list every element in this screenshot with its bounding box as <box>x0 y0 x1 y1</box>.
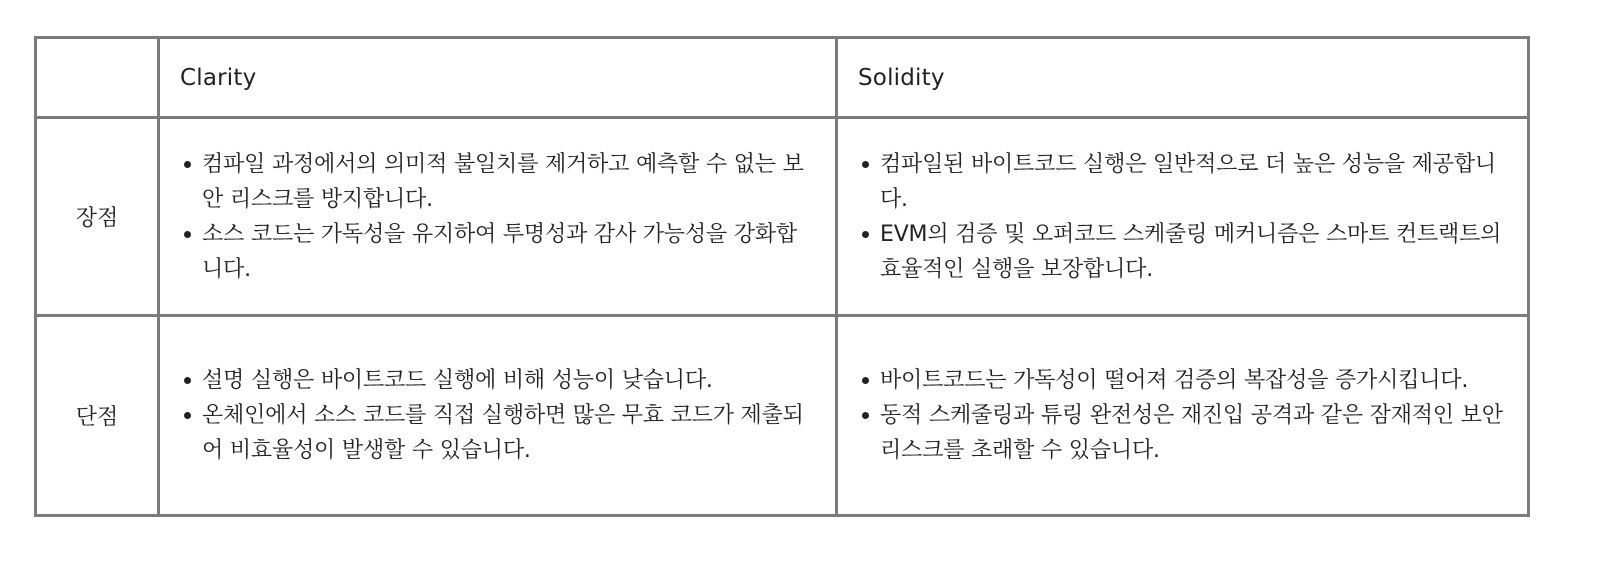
list-item: EVM의 검증 및 오퍼코드 스케줄링 메커니즘은 스마트 컨트랙트의 효율적인 실행을 보장합니다. <box>880 217 1509 287</box>
solidity-advantages-cell <box>837 118 1529 316</box>
clarity-disadvantages-cell <box>159 316 837 516</box>
corner-cell <box>36 38 159 118</box>
list-item: 동적 스케줄링과 튜링 완전성은 재진입 공격과 같은 잠재적인 보안 리스크를 초래할 수 있습니다. <box>880 398 1509 468</box>
list-item: 소스 코드는 가독성을 유지하여 투명성과 감사 가능성을 강화합니다. <box>202 217 817 287</box>
solidity-advantages-list <box>838 147 1527 287</box>
list-item: 온체인에서 소스 코드를 직접 실행하면 많은 무효 코드가 제출되어 비효율성이 발생할 수 있습니다. <box>202 398 817 468</box>
comparison-table <box>34 36 1530 517</box>
disadvantages-row <box>36 316 1529 516</box>
advantages-label: 장점 <box>36 118 159 316</box>
advantages-row <box>36 118 1529 316</box>
list-item: 설명 실행은 바이트코드 실행에 비해 성능이 낮습니다. <box>202 363 817 398</box>
solidity-disadvantages-cell <box>837 316 1529 516</box>
clarity-advantages-cell <box>159 118 837 316</box>
list-item: 컴파일된 바이트코드 실행은 일반적으로 더 높은 성능을 제공합니다. <box>880 147 1509 217</box>
solidity-column-header: Solidity <box>837 38 1529 118</box>
clarity-column-header: Clarity <box>159 38 837 118</box>
clarity-disadvantages-list <box>160 363 835 468</box>
solidity-disadvantages-list <box>838 363 1527 468</box>
list-item: 컴파일 과정에서의 의미적 불일치를 제거하고 예측할 수 없는 보안 리스크를 방지합니다. <box>202 147 817 217</box>
clarity-advantages-list <box>160 147 835 287</box>
header-row <box>36 38 1529 118</box>
list-item: 바이트코드는 가독성이 떨어져 검증의 복잡성을 증가시킵니다. <box>880 363 1509 398</box>
disadvantages-label: 단점 <box>36 316 159 516</box>
